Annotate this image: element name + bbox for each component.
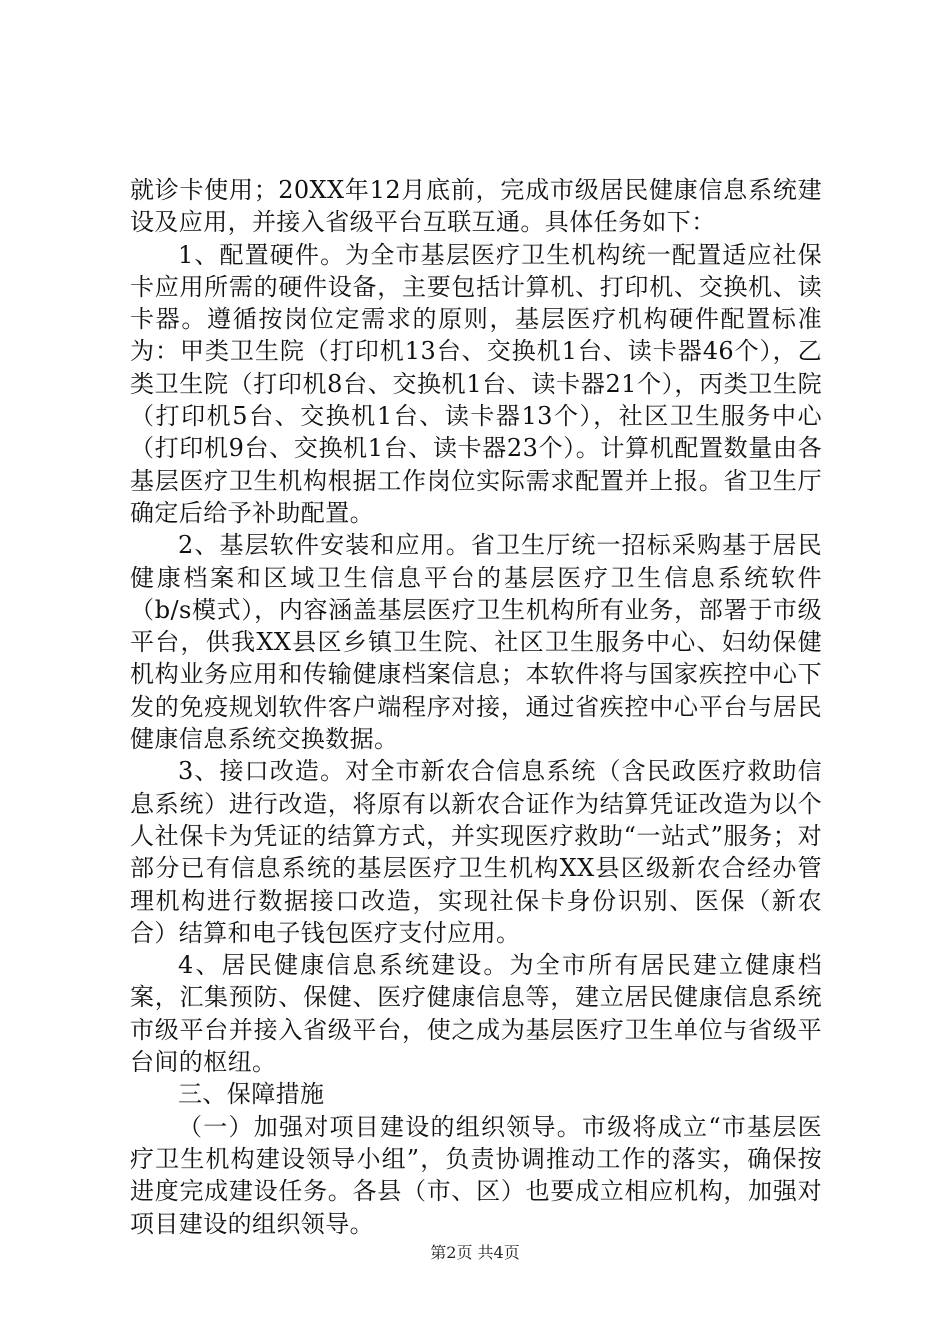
paragraph-health-system: 4、居民健康信息系统建设。为全市所有居民建立健康档案，汇集预防、保健、医疗健康信息等，建立居民健康信息系统市级平台并接入省级平台，使之成为基层医疗卫生单位与省级平台间的枢纽。 xyxy=(130,951,822,1077)
paragraph-interface: 3、接口改造。对全市新农合信息系统（含民政医疗救助信息系统）进行改造，将原有以新农合证作为结算凭证改造为以个人社保卡为凭证的结算方式，并实现医疗救助“一站式”服务；对部分已有信息系统的基层医疗卫生机构XX县区级新农合经办管理机构进行数据接口改造，实现社保卡身份识别、医保（新农合）结算和电子钱包医疗支付应用。 xyxy=(130,757,822,947)
page-footer: 第2页 共4页 xyxy=(430,1243,520,1262)
document-body xyxy=(130,174,822,1240)
paragraph-software: 2、基层软件安装和应用。省卫生厅统一招标采购基于居民健康档案和区域卫生信息平台的基层医疗卫生信息系统软件（b/s模式），内容涵盖基层医疗卫生机构所有业务，部署于市级平台，供我XX县区乡镇卫生院、社区卫生服务中心、妇幼保健机构业务应用和传输健康档案信息；本软件将与国家疾控中心下发的免疫规划软件客户端程序对接，通过省疾控中心平台与居民健康信息系统交换数据。 xyxy=(130,531,822,754)
paragraph-hardware: 1、配置硬件。为全市基层医疗卫生机构统一配置适应社保卡应用所需的硬件设备，主要包括计算机、打印机、交换机、读卡器。遵循按岗位定需求的原则，基层医疗机构硬件配置标准为：甲类卫生院（打印机13台、交换机1台、读卡器46个），乙类卫生院（打印机8台、交换机1台、读卡器21个），丙类卫生院（打印机5台、交换机1台、读卡器13个），社区卫生服务中心（打印机9台、交换机1台、读卡器23个）。计算机配置数量由各基层医疗卫生机构根据工作岗位实际需求配置并上报。省卫生厅确定后给予补助配置。 xyxy=(130,240,822,527)
paragraph-organization: （一）加强对项目建设的组织领导。市级将成立“市基层医疗卫生机构建设领导小组”，负责协调推动工作的落实，确保按进度完成建设任务。各县（市、区）也要成立相应机构，加强对项目建设的组织领导。 xyxy=(130,1112,822,1238)
paragraph-continuation: 就诊卡使用；20XX年12月底前，完成市级居民健康信息系统建设及应用，并接入省级平台互联互通。具体任务如下： xyxy=(130,176,822,237)
section-heading-safeguards: 三、保障措施 xyxy=(178,1080,325,1109)
